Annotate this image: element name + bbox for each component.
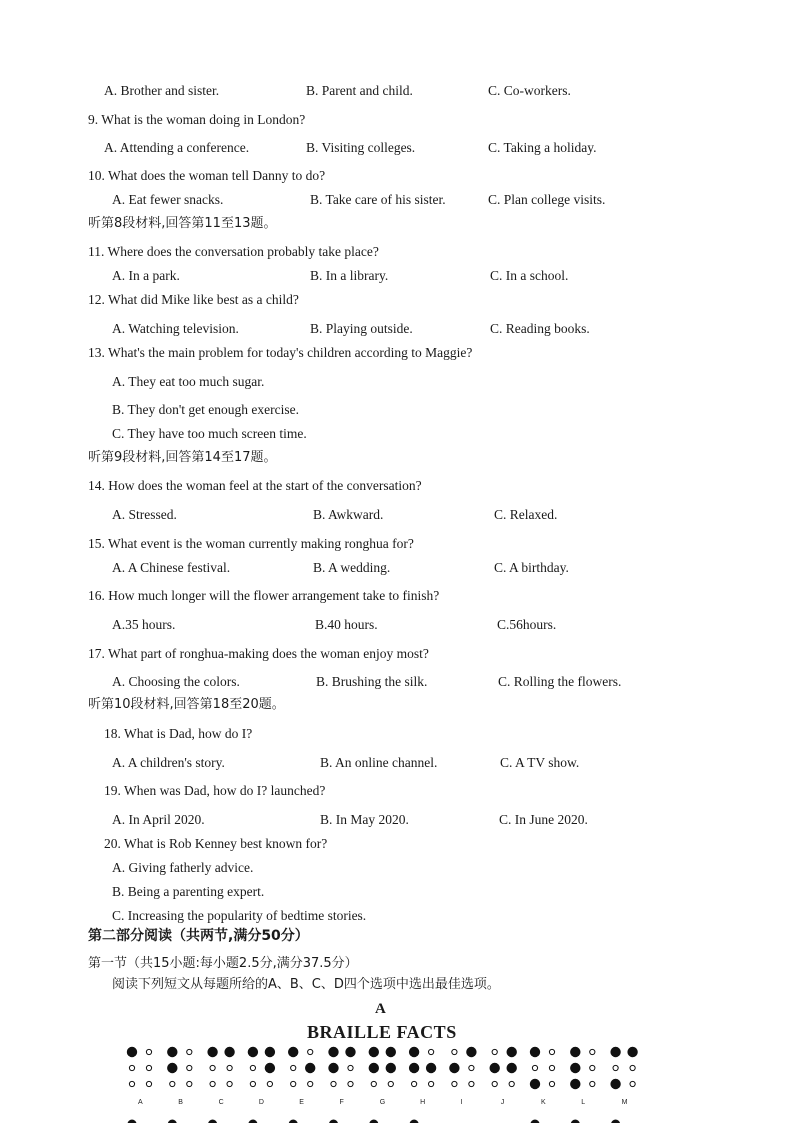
braille-dot-raised bbox=[248, 1120, 257, 1123]
q18-option-a: A. A children's story. bbox=[112, 755, 225, 770]
braille-dot-raised bbox=[305, 1063, 315, 1073]
q13-option-c: C. They have too much screen time. bbox=[112, 426, 307, 441]
braille-dot-flat bbox=[549, 1065, 554, 1070]
q9-option-c: C. Taking a holiday. bbox=[488, 140, 597, 155]
q17-option-a: A. Choosing the colors. bbox=[112, 674, 240, 689]
braille-dot-raised bbox=[168, 1120, 177, 1123]
braille-letter-label: B bbox=[178, 1099, 183, 1106]
braille-dot-raised bbox=[570, 1063, 580, 1073]
q13-option-b: B. They don't get enough exercise. bbox=[112, 402, 300, 417]
q17-option-b: B. Brushing the silk. bbox=[316, 674, 428, 689]
braille-dot-flat bbox=[492, 1049, 497, 1054]
q14-option-c: C. Relaxed. bbox=[494, 507, 558, 522]
braille-dot-raised bbox=[289, 1120, 298, 1123]
braille-dot-raised bbox=[127, 1047, 137, 1057]
braille-letter-label: A bbox=[138, 1099, 143, 1106]
braille-dot-flat bbox=[291, 1081, 296, 1086]
braille-dot-flat bbox=[630, 1081, 635, 1086]
braille-letter-label: L bbox=[581, 1099, 586, 1106]
braille-dot-flat bbox=[549, 1081, 554, 1086]
q18-option-b: B. An online channel. bbox=[320, 755, 438, 770]
braille-dot-flat bbox=[146, 1049, 151, 1054]
part2-heading: 第二部分阅读（共两节,满分50分） bbox=[88, 928, 309, 944]
braille-dot-raised bbox=[409, 1063, 419, 1073]
q17-stem: 17. What part of ronghua-making does the woman enjoy most? bbox=[88, 646, 429, 661]
braille-dot-raised bbox=[507, 1047, 517, 1057]
braille-dot-flat bbox=[492, 1081, 497, 1086]
braille-dot-raised bbox=[507, 1063, 517, 1073]
braille-dot-raised bbox=[449, 1063, 459, 1073]
braille-dot-raised bbox=[570, 1079, 580, 1089]
q9-stem: 9. What is the woman doing in London? bbox=[88, 112, 306, 127]
braille-letter-label: F bbox=[339, 1099, 344, 1106]
braille-letter-label: H bbox=[420, 1099, 426, 1106]
q15-stem: 15. What event is the woman currently making ronghua for? bbox=[88, 536, 414, 551]
braille-dot-flat bbox=[210, 1065, 215, 1070]
q8-option-c: C. Co-workers. bbox=[488, 83, 571, 98]
braille-dot-raised bbox=[410, 1120, 419, 1123]
braille-dot-flat bbox=[210, 1081, 215, 1086]
q14-stem: 14. How does the woman feel at the start of the conversation? bbox=[88, 478, 422, 493]
q15-option-c: C. A birthday. bbox=[494, 560, 569, 575]
q19-option-a: A. In April 2020. bbox=[112, 812, 205, 827]
section-8-heading: 听第8段材料,回答第11至13题。 bbox=[88, 216, 277, 231]
braille-dot-flat bbox=[146, 1065, 151, 1070]
braille-dot-flat bbox=[291, 1065, 296, 1070]
braille-dot-raised bbox=[530, 1079, 540, 1089]
section-9-heading: 听第9段材料,回答第14至17题。 bbox=[88, 450, 277, 465]
braille-dot-raised bbox=[490, 1063, 500, 1073]
braille-letter-label: I bbox=[460, 1099, 463, 1106]
braille-dot-raised bbox=[328, 1047, 338, 1057]
braille-dot-raised bbox=[207, 1047, 217, 1057]
q11-option-c: C. In a school. bbox=[490, 268, 569, 283]
reading-instructions: 阅读下列短文从每题所给的A、B、C、D四个选项中选出最佳选项。 bbox=[112, 977, 500, 992]
q15-option-a: A. A Chinese festival. bbox=[112, 560, 231, 575]
braille-dot-raised bbox=[610, 1079, 620, 1089]
braille-dot-flat bbox=[227, 1081, 232, 1086]
q20-option-b: B. Being a parenting expert. bbox=[112, 884, 265, 899]
q16-stem: 16. How much longer will the flower arrangement take to finish? bbox=[88, 588, 440, 603]
q11-option-a: A. In a park. bbox=[112, 268, 180, 283]
braille-dot-raised bbox=[610, 1047, 620, 1057]
braille-dot-flat bbox=[129, 1081, 134, 1086]
braille-letter-label: K bbox=[541, 1099, 546, 1106]
q12-option-a: A. Watching television. bbox=[112, 321, 239, 336]
q8-option-b: B. Parent and child. bbox=[306, 83, 413, 98]
braille-dot-flat bbox=[469, 1081, 474, 1086]
braille-dot-flat bbox=[412, 1081, 417, 1086]
braille-dot-raised bbox=[265, 1047, 275, 1057]
braille-dot-flat bbox=[590, 1081, 595, 1086]
braille-dot-raised bbox=[570, 1047, 580, 1057]
q18-option-c: C. A TV show. bbox=[500, 755, 580, 770]
braille-dot-raised bbox=[128, 1120, 137, 1123]
braille-dot-flat bbox=[590, 1049, 595, 1054]
q10-option-b: B. Take care of his sister. bbox=[310, 192, 446, 207]
q9-option-a: A. Attending a conference. bbox=[104, 140, 250, 155]
q11-option-b: B. In a library. bbox=[310, 268, 389, 283]
braille-dot-raised bbox=[345, 1047, 355, 1057]
braille-dot-raised bbox=[208, 1120, 217, 1123]
braille-dot-flat bbox=[452, 1049, 457, 1054]
braille-dot-flat bbox=[532, 1065, 537, 1070]
section-10-heading: 听第10段材料,回答第18至20题。 bbox=[88, 697, 285, 712]
braille-dot-flat bbox=[187, 1065, 192, 1070]
braille-dot-flat bbox=[187, 1049, 192, 1054]
braille-dot-raised bbox=[369, 1120, 378, 1123]
q10-stem: 10. What does the woman tell Danny to do? bbox=[88, 168, 326, 183]
braille-dot-flat bbox=[308, 1049, 313, 1054]
q11-stem: 11. Where does the conversation probably take place? bbox=[88, 244, 379, 259]
q17-option-c: C. Rolling the flowers. bbox=[498, 674, 622, 689]
braille-dot-flat bbox=[630, 1065, 635, 1070]
braille-dot-raised bbox=[167, 1063, 177, 1073]
braille-dot-flat bbox=[549, 1049, 554, 1054]
braille-dot-raised bbox=[265, 1063, 275, 1073]
braille-letter-label: C bbox=[218, 1099, 224, 1106]
passage-letter: A bbox=[375, 1001, 386, 1017]
q14-option-b: B. Awkward. bbox=[313, 507, 384, 522]
braille-dot-flat bbox=[227, 1065, 232, 1070]
braille-dot-raised bbox=[329, 1120, 338, 1123]
q12-stem: 12. What did Mike like best as a child? bbox=[88, 292, 299, 307]
q10-option-c: C. Plan college visits. bbox=[488, 192, 606, 207]
braille-dot-raised bbox=[426, 1063, 436, 1073]
passage-title: BRAILLE FACTS bbox=[307, 1022, 457, 1042]
q8-option-a: A. Brother and sister. bbox=[104, 83, 220, 98]
q12-option-c: C. Reading books. bbox=[490, 321, 590, 336]
braille-dot-flat bbox=[170, 1081, 175, 1086]
braille-dot-flat bbox=[331, 1081, 336, 1086]
braille-dot-flat bbox=[469, 1065, 474, 1070]
braille-dot-flat bbox=[267, 1081, 272, 1086]
q20-option-a: A. Giving fatherly advice. bbox=[112, 860, 254, 875]
q14-option-a: A. Stressed. bbox=[112, 507, 177, 522]
braille-dot-raised bbox=[288, 1047, 298, 1057]
braille-dot-flat bbox=[371, 1081, 376, 1086]
braille-dot-raised bbox=[530, 1047, 540, 1057]
braille-dot-raised bbox=[386, 1063, 396, 1073]
braille-dot-flat bbox=[348, 1081, 353, 1086]
braille-dot-raised bbox=[328, 1063, 338, 1073]
braille-dot-flat bbox=[388, 1081, 393, 1086]
braille-dot-flat bbox=[250, 1081, 255, 1086]
q16-option-b: B.40 hours. bbox=[315, 617, 378, 632]
braille-dot-raised bbox=[369, 1063, 379, 1073]
braille-dot-flat bbox=[613, 1065, 618, 1070]
braille-dot-flat bbox=[129, 1065, 134, 1070]
q19-option-b: B. In May 2020. bbox=[320, 812, 409, 827]
section1-heading: 第一节（共15小题:每小题2.5分,满分37.5分） bbox=[88, 956, 358, 971]
braille-dot-raised bbox=[611, 1120, 620, 1123]
q16-option-c: C.56hours. bbox=[497, 617, 557, 632]
braille-letter-label: M bbox=[621, 1099, 628, 1106]
braille-dot-raised bbox=[224, 1047, 234, 1057]
braille-dot-raised bbox=[167, 1047, 177, 1057]
braille-dot-flat bbox=[429, 1081, 434, 1086]
braille-dot-flat bbox=[187, 1081, 192, 1086]
braille-dot-raised bbox=[571, 1120, 580, 1123]
braille-dot-flat bbox=[590, 1065, 595, 1070]
braille-letter-label: J bbox=[500, 1099, 505, 1106]
braille-dot-raised bbox=[466, 1047, 476, 1057]
braille-dot-flat bbox=[429, 1049, 434, 1054]
q15-option-b: B. A wedding. bbox=[313, 560, 391, 575]
q20-option-c: C. Increasing the popularity of bedtime stories. bbox=[112, 908, 367, 923]
q18-stem: 18. What is Dad, how do I? bbox=[104, 726, 253, 741]
q19-stem: 19. When was Dad, how do I? launched? bbox=[104, 783, 326, 798]
braille-dot-raised bbox=[369, 1047, 379, 1057]
q19-option-c: C. In June 2020. bbox=[499, 812, 588, 827]
braille-letter-label: E bbox=[299, 1099, 304, 1106]
braille-dot-raised bbox=[248, 1047, 258, 1057]
braille-dot-flat bbox=[348, 1065, 353, 1070]
braille-dot-flat bbox=[308, 1081, 313, 1086]
q13-stem: 13. What's the main problem for today's children according to Maggie? bbox=[88, 345, 473, 360]
q12-option-b: B. Playing outside. bbox=[310, 321, 413, 336]
braille-dot-raised bbox=[627, 1047, 637, 1057]
braille-dot-flat bbox=[509, 1081, 514, 1086]
q16-option-a: A.35 hours. bbox=[112, 617, 176, 632]
braille-letter-label: D bbox=[258, 1099, 264, 1106]
braille-dot-raised bbox=[531, 1120, 540, 1123]
q13-option-a: A. They eat too much sugar. bbox=[112, 374, 265, 389]
braille-dot-flat bbox=[250, 1065, 255, 1070]
braille-dot-raised bbox=[386, 1047, 396, 1057]
braille-letter-label: G bbox=[379, 1099, 386, 1106]
braille-dot-flat bbox=[146, 1081, 151, 1086]
q10-option-a: A. Eat fewer snacks. bbox=[112, 192, 224, 207]
braille-dot-flat bbox=[452, 1081, 457, 1086]
q9-option-b: B. Visiting colleges. bbox=[306, 140, 416, 155]
braille-dot-raised bbox=[409, 1047, 419, 1057]
q20-stem: 20. What is Rob Kenney best known for? bbox=[104, 836, 328, 851]
